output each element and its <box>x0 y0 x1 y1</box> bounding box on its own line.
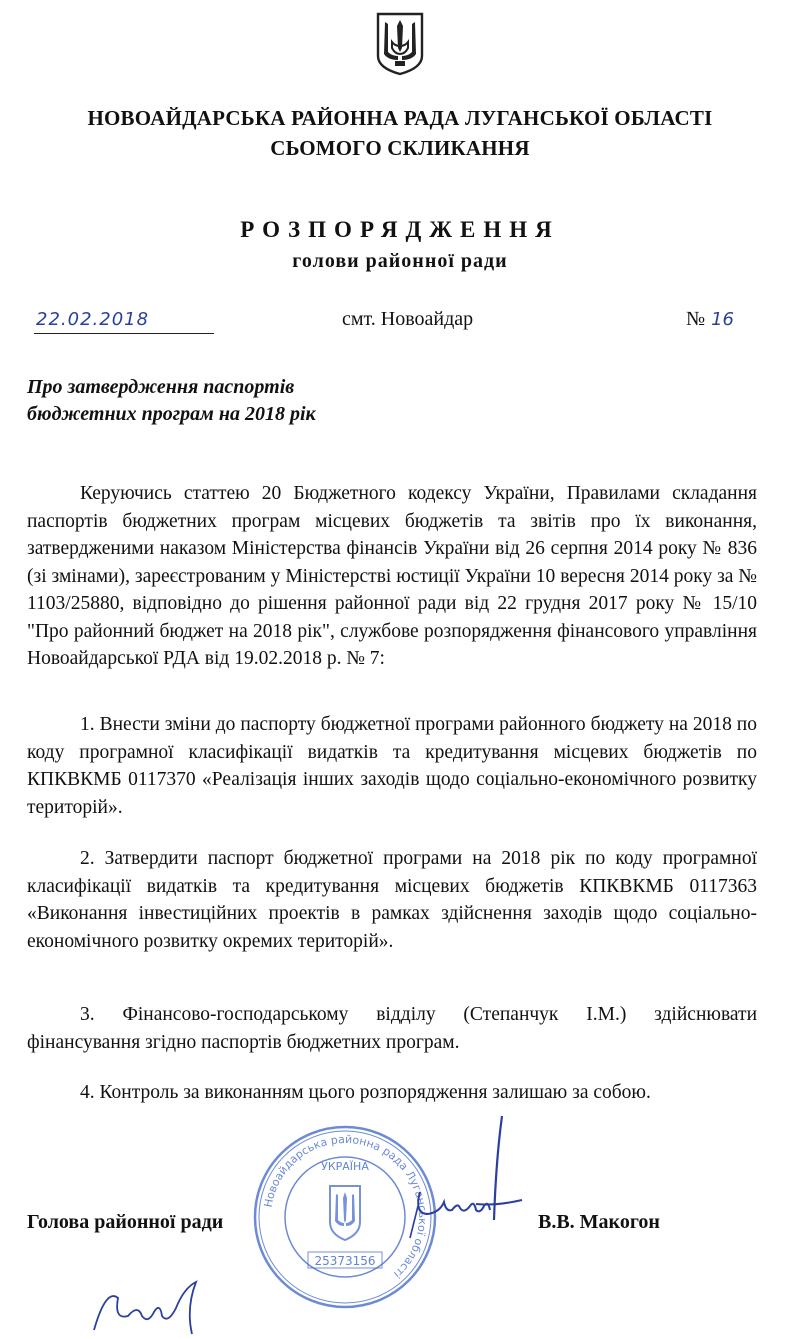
clause-4: 4. Контроль за виконанням цього розпорядження залишаю за собою. <box>80 1082 651 1103</box>
document-number-value: 16 <box>711 309 734 330</box>
document-subject <box>27 374 387 428</box>
document-place: смт. Новоайдар <box>342 308 474 330</box>
subject-line: Про затвердження паспортів <box>27 376 295 398</box>
approval-visa-icon <box>88 1268 228 1338</box>
clause-1: 1. Внести зміни до паспорту бюджетної програми районного бюджету на 2018 по коду програмної класифікації видатків та кредитування місцевих бюджетів по КПКВКМБ 0117370 «Реалізація інших заходів щодо соціально-економічного розвитку територій». <box>27 714 757 818</box>
signatory-name: В.В. Макогон <box>538 1211 660 1233</box>
signatory-position: Голова районної ради <box>27 1211 224 1233</box>
document-type: РОЗПОРЯДЖЕННЯ <box>240 217 560 242</box>
subject-line: бюджетних програм на 2018 рік <box>27 403 316 425</box>
seal-top-text: УКРАЇНА <box>321 1160 369 1173</box>
clause-2: 2. Затвердити паспорт бюджетної програми на 2018 рік по коду програмної класифікації видатків та кредитування місцевих бюджетів КПКВКМБ 0117363 «Виконання інвестиційних проектів в рамках здійснення заходів щодо соціально-економічного розвитку окремих територій». <box>27 848 757 952</box>
document-date-value: 22.02.2018 <box>36 309 150 330</box>
organization-name: НОВОАЙДАРСЬКА РАЙОННА РАДА ЛУГАНСЬКОЇ ОБЛАСТІ <box>87 106 713 130</box>
document-subtitle: голови районної ради <box>292 250 508 272</box>
seal-ring-text: Новоайдарська районна рада Луганської області <box>261 1132 430 1281</box>
document-date <box>34 309 214 334</box>
document-number-label: № <box>686 308 706 330</box>
document-number <box>686 308 734 331</box>
trident-emblem-icon <box>375 12 425 76</box>
preamble-paragraph: Керуючись статтею 20 Бюджетного кодексу України, Правилами складання паспортів бюджетних програм місцевих бюджетів та звітів про їх виконання, затвердженими наказом Міністерства фінансів України від 26 серпня 2014 року № 836 (зі змінами), зареєстрованим у Міністерстві юстиції України 10 вересня 2014 року за № 1103/25880, відповідно до рішення районної ради від 22 грудня 2017 року № 15/10 "Про районний бюджет на 2018 рік", службове розпорядження фінансового управління Новоайдарської РДА від 19.02.2018 р. № 7: <box>27 483 757 669</box>
handwritten-signature-icon <box>406 1110 526 1245</box>
seal-code: 25373156 <box>314 1254 376 1268</box>
convocation: СЬОМОГО СКЛИКАННЯ <box>270 136 530 160</box>
clause-3: 3. Фінансово-господарському відділу (Степанчук І.М.) здійснювати фінансування згідно паспортів бюджетних програм. <box>27 1004 757 1053</box>
